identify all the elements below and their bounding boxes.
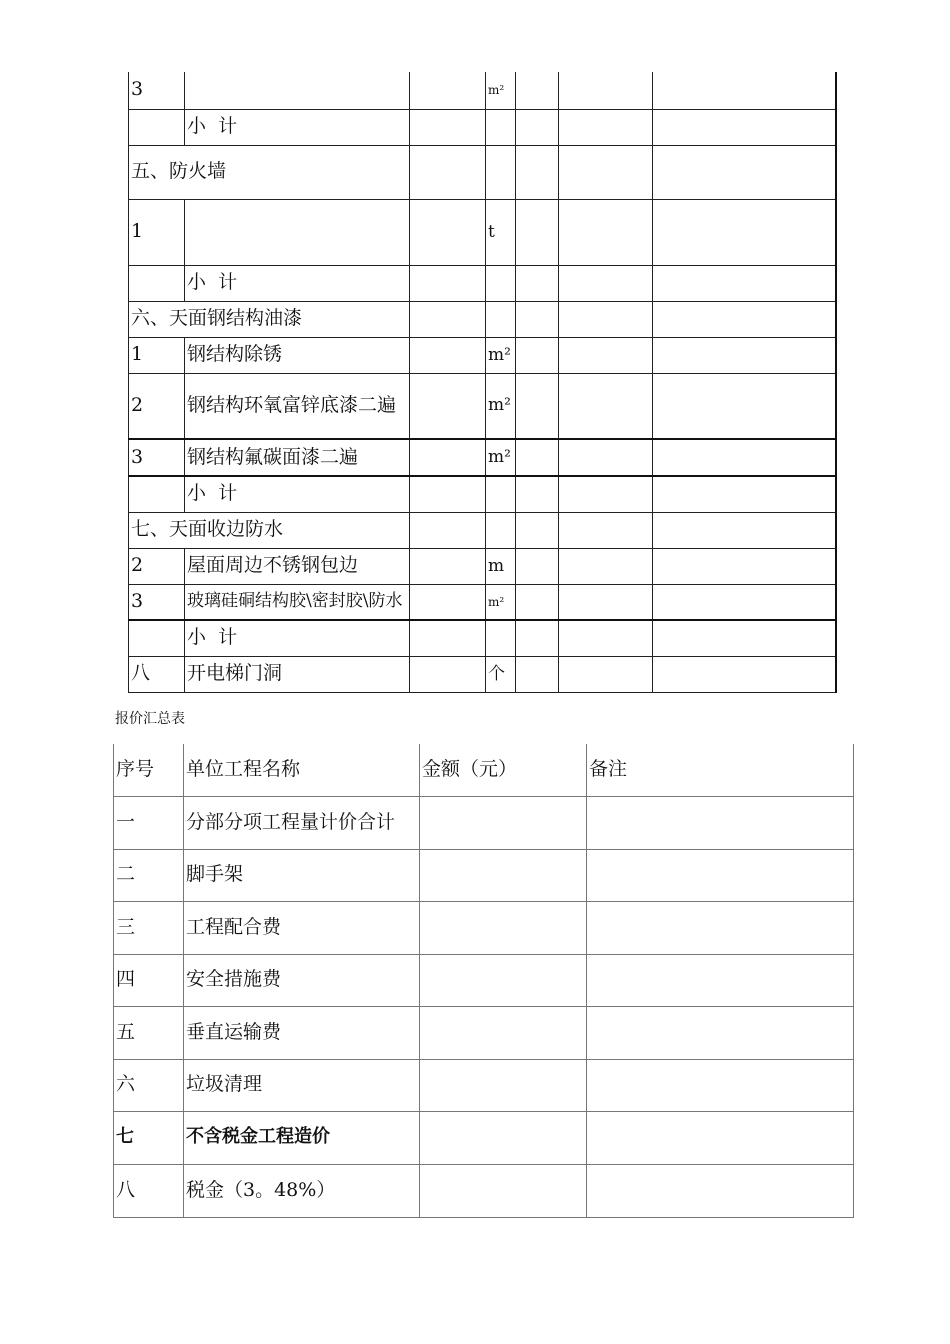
item-name: 不含税金工程造价: [184, 1111, 420, 1164]
item-unit: m: [486, 548, 516, 584]
section-title: 六、天面钢结构油漆: [129, 301, 410, 337]
item-name: 工程配合费: [184, 901, 420, 954]
section-title: 七、天面收边防水: [129, 512, 410, 548]
item-name: 开电梯门洞: [185, 656, 410, 692]
item-name: 安全措施费: [184, 954, 420, 1006]
section-title: 五、防火墙: [129, 145, 410, 199]
item-name: 脚手架: [184, 849, 420, 901]
item-name: [185, 199, 410, 265]
item-unit: m²: [486, 72, 516, 109]
table-row: [129, 72, 836, 109]
item-name: 屋面周边不锈钢包边: [185, 548, 410, 584]
row-number: 二: [114, 849, 184, 901]
header-cell: 金额（元）: [420, 744, 587, 796]
row-number: 1: [129, 199, 185, 265]
table-row: [129, 337, 836, 373]
table-row: [129, 620, 836, 656]
subtotal-label: 小 计: [185, 109, 410, 145]
row-number: 四: [114, 954, 184, 1006]
table-row: [114, 1006, 854, 1059]
item-name: 玻璃硅硐结构胶\密封胶\防水: [185, 584, 410, 620]
summary-table: [113, 744, 854, 1218]
table-row: [129, 584, 836, 620]
item-unit: m²: [486, 337, 516, 373]
item-unit: t: [486, 199, 516, 265]
row-number: 3: [129, 72, 185, 109]
row-number: 七: [114, 1111, 184, 1164]
table-row: [129, 199, 836, 265]
header-cell: 备注: [587, 744, 854, 796]
quote-detail-table: [128, 72, 837, 693]
section-row: [129, 512, 836, 548]
row-number: 一: [114, 796, 184, 849]
item-name: [185, 72, 410, 109]
table-row: [114, 849, 854, 901]
row-number: 八: [129, 656, 185, 692]
header-cell: 序号: [114, 744, 184, 796]
table-row: [129, 109, 836, 145]
table-row: [129, 548, 836, 584]
table-row: [114, 1059, 854, 1111]
item-name: 钢结构除锈: [185, 337, 410, 373]
table-row: [114, 796, 854, 849]
section-row: [129, 145, 836, 199]
section-row: [129, 301, 836, 337]
row-number: 3: [129, 439, 185, 476]
subtotal-label: 小 计: [185, 265, 410, 301]
header-row: [114, 744, 854, 796]
row-number: 八: [114, 1164, 184, 1217]
header-cell: 单位工程名称: [184, 744, 420, 796]
item-unit: m²: [486, 584, 516, 620]
table-row: [129, 373, 836, 439]
subtotal-label: 小 计: [185, 620, 410, 656]
item-unit: m²: [486, 439, 516, 476]
item-name: 垃圾清理: [184, 1059, 420, 1111]
item-name: 分部分项工程量计价合计: [184, 796, 420, 849]
item-name: 钢结构环氧富锌底漆二遍: [185, 373, 410, 439]
item-name: 垂直运输费: [184, 1006, 420, 1059]
row-number: 2: [129, 548, 185, 584]
table-row: [129, 439, 836, 476]
row-number: 1: [129, 337, 185, 373]
table-row: [114, 954, 854, 1006]
table-row: [114, 1164, 854, 1217]
table-row: [114, 901, 854, 954]
row-number: 五: [114, 1006, 184, 1059]
row-number: 三: [114, 901, 184, 954]
item-name: 税金（3。48%）: [184, 1164, 420, 1217]
row-number: 2: [129, 373, 185, 439]
table-row: [129, 476, 836, 512]
table-row: [129, 265, 836, 301]
item-unit: m²: [486, 373, 516, 439]
table-row: [114, 1111, 854, 1164]
row-number: 3: [129, 584, 185, 620]
summary-caption: 报价汇总表: [115, 711, 185, 727]
item-unit: 个: [486, 656, 516, 692]
item-name: 钢结构氟碳面漆二遍: [185, 439, 410, 476]
table-row: [129, 656, 836, 692]
row-number: 六: [114, 1059, 184, 1111]
subtotal-label: 小 计: [185, 476, 410, 512]
